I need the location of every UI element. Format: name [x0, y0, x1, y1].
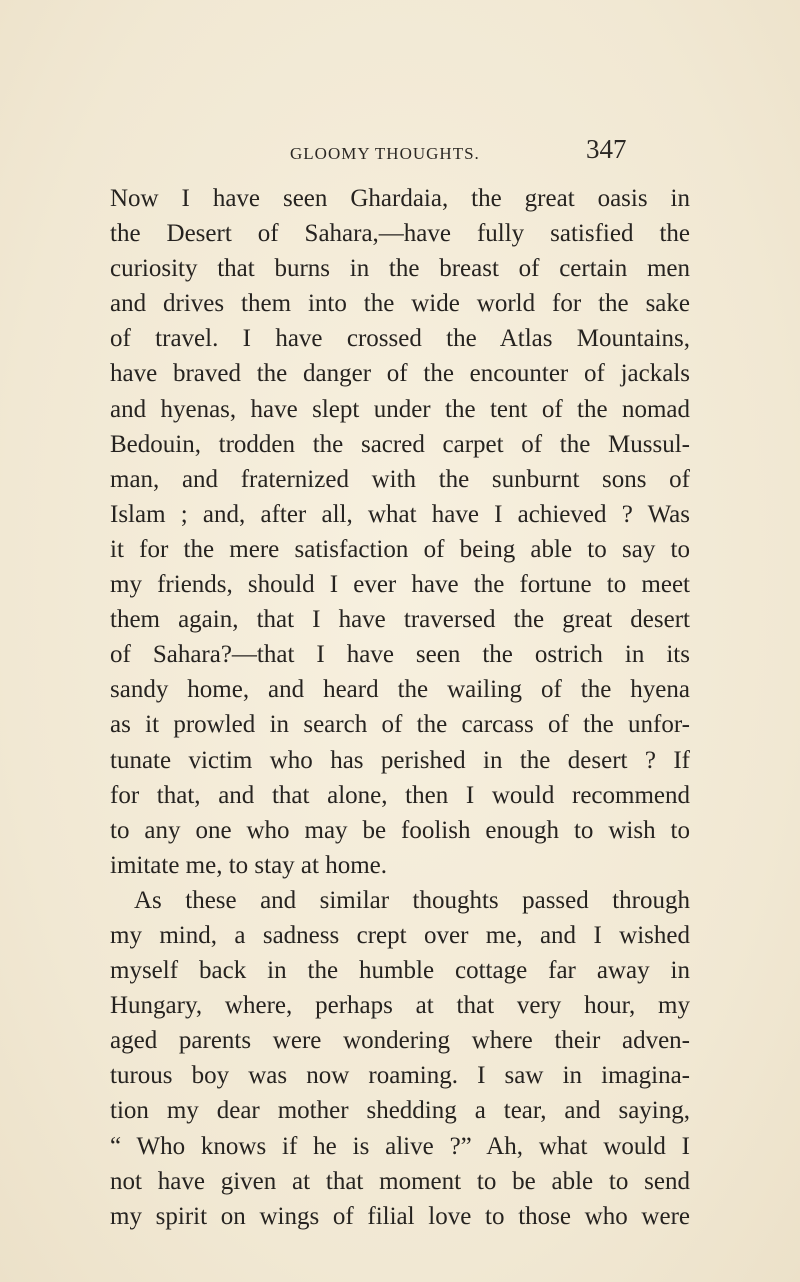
text-line: as it prowled in search of the carcass of the unfor- [110, 711, 690, 739]
text-line: curiosity that burns in the breast of certain men [110, 255, 690, 283]
text-line: the Desert of Sahara,—have fully satisfied the [110, 220, 690, 248]
text-line: tunate victim who has perished in the desert ? If [110, 746, 690, 774]
text-line: them again, that I have traversed the great desert [110, 606, 690, 634]
running-title: GLOOMY THOUGHTS. [290, 144, 480, 163]
text-line: my friends, should I ever have the fortune to meet [110, 571, 690, 599]
text-line: my mind, a sadness crept over me, and I wished [110, 921, 690, 949]
page-number: 347 [586, 134, 627, 164]
text-line: and drives them into the wide world for the sake [110, 290, 690, 318]
text-line: not have given at that moment to be able to send [110, 1167, 690, 1195]
text-line: Islam ; and, after all, what have I achieved ? Was [110, 500, 690, 528]
body-text [110, 181, 690, 1234]
text-line: and hyenas, have slept under the tent of the nomad [110, 395, 690, 423]
text-line: sandy home, and heard the wailing of the hyena [110, 676, 690, 704]
text-line: of travel. I have crossed the Atlas Mountains, [110, 325, 690, 353]
paragraph-end-line: imitate me, to stay at home. [110, 851, 388, 879]
text-line: tion my dear mother shedding a tear, and saying, [110, 1097, 690, 1125]
text-line: have braved the danger of the encounter of jackals [110, 360, 690, 388]
text-line: my spirit on wings of filial love to those who were [110, 1202, 690, 1230]
text-line: turous boy was now roaming. I saw in imagina- [110, 1062, 690, 1090]
text-line: man, and fraternized with the sunburnt sons of [110, 465, 690, 493]
paragraph-start-line: As these and similar thoughts passed through [134, 886, 690, 914]
text-line: it for the mere satisfaction of being able to say to [110, 535, 690, 563]
text-line: of Sahara?—that I have seen the ostrich in its [110, 641, 690, 669]
text-line: for that, and that alone, then I would recommend [110, 781, 690, 809]
text-line: to any one who may be foolish enough to wish to [110, 816, 690, 844]
text-line: Hungary, where, perhaps at that very hour, my [110, 992, 690, 1020]
text-line: myself back in the humble cottage far away in [110, 957, 690, 985]
text-line: Now I have seen Ghardaia, the great oasis in [110, 185, 690, 212]
text-line: “ Who knows if he is alive ?” Ah, what would I [110, 1132, 690, 1160]
text-line: aged parents were wondering where their adven- [110, 1027, 690, 1055]
text-line: Bedouin, trodden the sacred carpet of the Mussul- [110, 430, 690, 458]
